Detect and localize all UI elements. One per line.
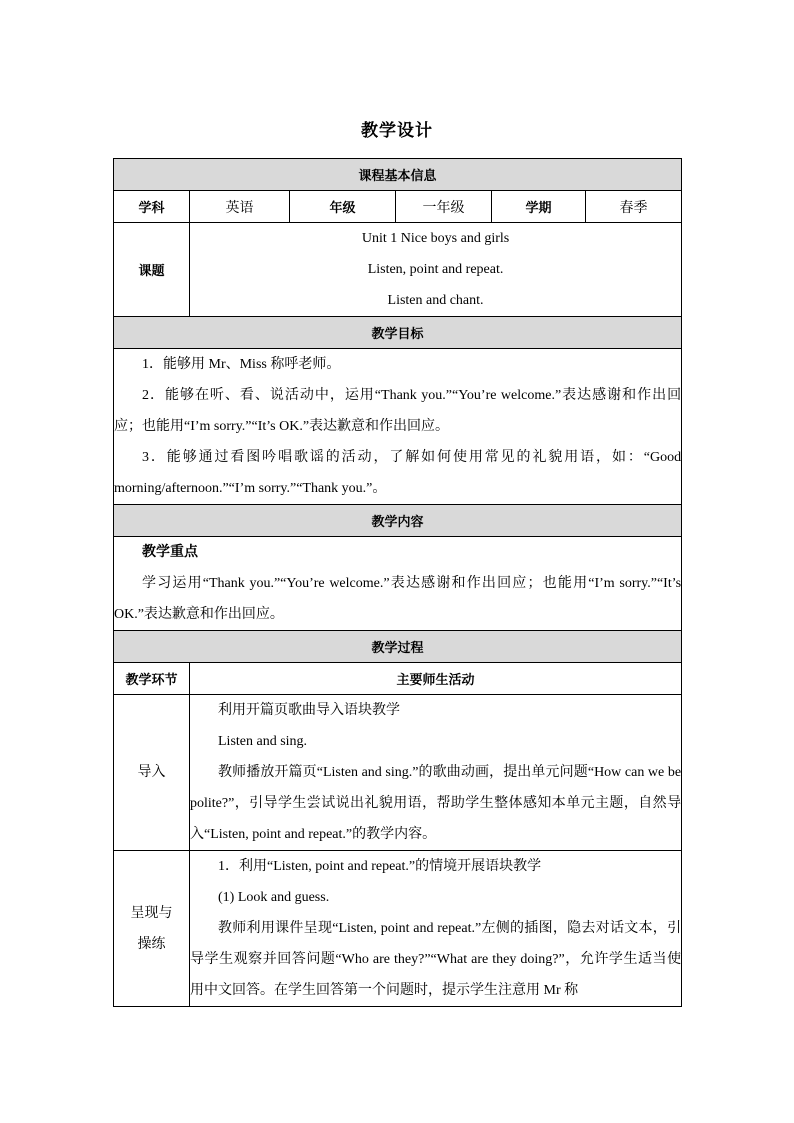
content-header-row: [114, 505, 682, 537]
intro-para-2: Listen and sing.: [218, 734, 308, 749]
present-stage: [114, 851, 190, 1007]
basic-info-row: [114, 191, 682, 223]
topic-row: [114, 223, 682, 317]
topic-value: [190, 223, 682, 317]
content-header: 教学内容: [114, 505, 682, 537]
key-points-label: 教学重点: [142, 544, 198, 560]
goals-body: [114, 349, 682, 505]
grade-value: 一年级: [396, 191, 492, 223]
goal-1: 1．能够用 Mr、Miss 称呼老师。: [142, 357, 341, 372]
topic-line-3: Listen and chant.: [387, 293, 484, 308]
present-para-3: 教师利用课件呈现“Listen, point and repeat.”左侧的插图，隐去对话文本，引导学生观察并回答问题“Who are they?”“What are they doing?”，允许学生适当使用中文回答。在学生回答第一个问题时，提示学生注意用 Mr 称: [190, 921, 682, 998]
activity-column-header: 主要师生活动: [190, 663, 682, 695]
page-title: 教学设计: [361, 121, 433, 141]
topic-line-2: Listen, point and repeat.: [367, 262, 504, 277]
process-header-row: [114, 631, 682, 663]
goals-header: 教学目标: [114, 317, 682, 349]
stage-column-header: 教学环节: [114, 663, 190, 695]
process-columns-row: [114, 663, 682, 695]
term-label: 学期: [492, 191, 586, 223]
present-row: [114, 851, 682, 1007]
intro-row: [114, 695, 682, 851]
goal-2: 2．能够在听、看、说活动中，运用“Thank you.”“You’re welcome.”表达感谢和作出回应；也能用“I’m sorry.”“It’s OK.”表达歉意和作出回应。: [114, 388, 682, 434]
basic-info-header-row: [114, 159, 682, 191]
intro-para-3: 教师播放开篇页“Listen and sing.”的歌曲动画，提出单元问题“How can we be polite?”，引导学生尝试说出礼貌用语，帮助学生整体感知本单元主题，自然导入“Listen, point and repeat.”的教学内容。: [190, 765, 682, 842]
present-para-1: 1．利用“Listen, point and repeat.”的情境开展语块教学: [218, 859, 542, 874]
intro-para-1: 利用开篇页歌曲导入语块教学: [218, 703, 400, 718]
present-activity: [190, 851, 682, 1007]
basic-info-header: 课程基本信息: [114, 159, 682, 191]
goals-header-row: [114, 317, 682, 349]
topic-line-1: Unit 1 Nice boys and girls: [361, 231, 510, 246]
lesson-plan-table: [113, 158, 682, 1007]
present-para-2: (1) Look and guess.: [218, 890, 330, 905]
term-value: 春季: [586, 191, 682, 223]
key-points-text: 学习运用“Thank you.”“You’re welcome.”表达感谢和作出回应；也能用“I’m sorry.”“It’s OK.”表达歉意和作出回应。: [114, 576, 682, 622]
present-stage-line-2: 操练: [137, 935, 166, 952]
topic-label: 课题: [114, 223, 190, 317]
subject-label: 学科: [114, 191, 190, 223]
content-body: [114, 537, 682, 631]
grade-label: 年级: [290, 191, 396, 223]
subject-value: 英语: [190, 191, 290, 223]
goals-row: [114, 349, 682, 505]
intro-stage: 导入: [114, 695, 190, 851]
intro-activity: [190, 695, 682, 851]
process-header: 教学过程: [114, 631, 682, 663]
present-stage-line-1: 呈现与: [130, 904, 173, 921]
goal-3: 3．能够通过看图吟唱歌谣的活动，了解如何使用常见的礼貌用语，如：“Good morning/afternoon.”“I’m sorry.”“Thank you.”。: [114, 450, 682, 496]
content-row: [114, 537, 682, 631]
